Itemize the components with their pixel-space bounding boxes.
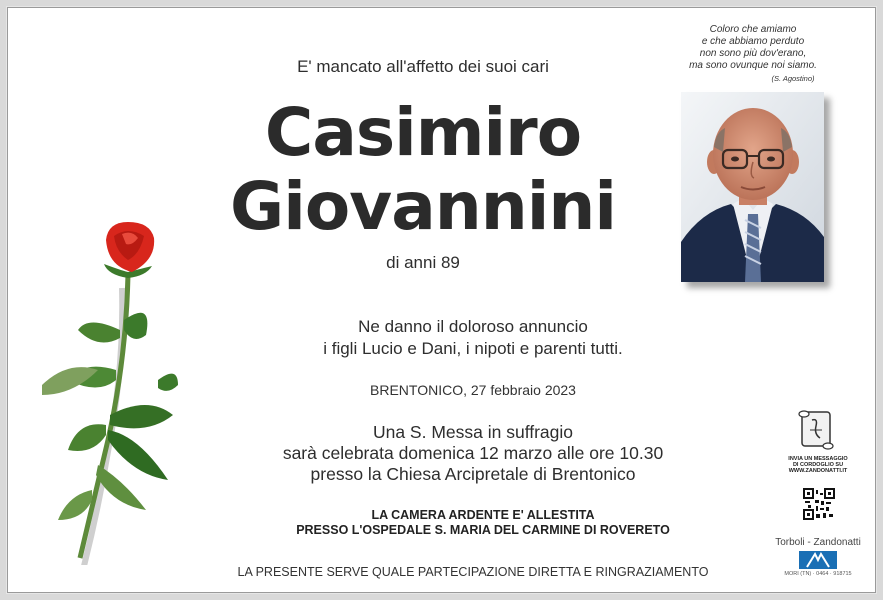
portrait-illustration	[681, 92, 824, 282]
place-date: BRENTONICO, 27 febbraio 2023	[370, 382, 576, 398]
mass-line: sarà celebrata domenica 12 marzo alle ore 10.30	[282, 443, 664, 463]
last-name: Giovannini	[230, 168, 616, 245]
rose-illustration	[28, 220, 188, 565]
quote	[653, 24, 853, 72]
quote-line: Coloro che amiamo	[709, 24, 797, 35]
quote-line: e che abbiamo perduto	[701, 36, 805, 47]
rose-icon	[28, 220, 188, 565]
qr-code-icon[interactable]	[803, 488, 835, 520]
mass-line: Una S. Messa in suffragio	[372, 422, 574, 442]
first-name: Casimiro	[264, 94, 582, 171]
agency-logo-graphic	[799, 551, 837, 569]
scroll-icon[interactable]	[796, 408, 836, 452]
message-text: DI CORDOGLIO SU	[792, 462, 844, 468]
portrait-photo	[681, 92, 824, 282]
footer-text: LA PRESENTE SERVE QUALE PARTECIPAZIONE DIRETTA E RINGRAZIAMENTO	[237, 565, 709, 579]
scroll-graphic	[796, 408, 836, 452]
mass-line: presso la Chiesa Arcipretale di Brentonico	[310, 464, 636, 484]
quote-line: non sono più dov'erano,	[699, 48, 807, 59]
agency-name: Torboli - Zandonatti	[775, 537, 861, 548]
camera-line: LA CAMERA ARDENTE E' ALLESTITA	[371, 508, 595, 522]
obituary-card	[7, 7, 876, 593]
age-text: di anni 89	[386, 253, 460, 272]
announcement-line: i figli Lucio e Dani, i nipoti e parenti tutti.	[323, 339, 623, 358]
message-link[interactable]: WWW.ZANDONATTI.IT	[788, 468, 848, 474]
qr-graphic	[803, 488, 835, 520]
agency-logo-icon	[799, 551, 837, 569]
quote-line: ma sono ovunque noi siamo.	[689, 60, 817, 71]
message-text: INVIA UN MESSAGGIO	[788, 456, 848, 462]
camera-line: PRESSO L'OSPEDALE S. MARIA DEL CARMINE DI ROVERETO	[296, 523, 670, 537]
announcement-line: Ne danno il doloroso annuncio	[358, 317, 588, 336]
intro-text: E' mancato all'affetto dei suoi cari	[297, 57, 549, 76]
agency-phone: MORI (TN) · 0464 · 918715	[784, 571, 852, 577]
quote-author: (S. Agostino)	[771, 74, 815, 83]
